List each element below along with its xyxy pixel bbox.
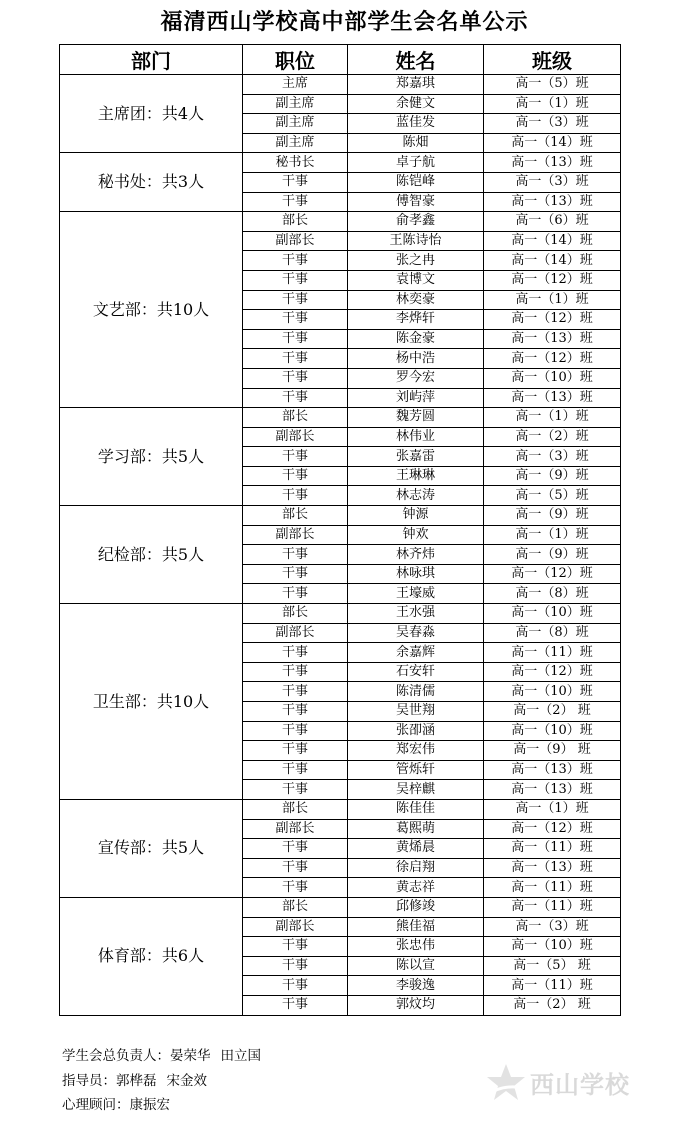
role-cell: 干事 xyxy=(243,270,348,290)
department-cell: 卫生部：共10人 xyxy=(60,604,243,800)
role-cell: 干事 xyxy=(243,780,348,800)
department-cell: 主席团：共4人 xyxy=(60,75,243,153)
class-cell: 高一（3）班 xyxy=(484,114,621,134)
advisor-name: 郭桦磊 xyxy=(116,1073,157,1089)
role-cell: 干事 xyxy=(243,721,348,741)
name-cell: 余健文 xyxy=(348,94,484,114)
department-cell: 秘书处：共3人 xyxy=(60,153,243,212)
name-cell: 陈以宣 xyxy=(348,956,484,976)
table-row xyxy=(60,212,621,232)
class-cell: 高一（5） 班 xyxy=(484,956,621,976)
role-cell: 干事 xyxy=(243,662,348,682)
name-cell: 杨中浩 xyxy=(348,349,484,369)
name-cell: 郑宏伟 xyxy=(348,741,484,761)
department-cell: 体育部：共6人 xyxy=(60,897,243,1015)
table-row xyxy=(60,799,621,819)
role-cell: 干事 xyxy=(243,584,348,604)
header-role: 职位 xyxy=(243,45,348,75)
class-cell: 高一（9）班 xyxy=(484,506,621,526)
counselor-label: 心理顾问： xyxy=(62,1097,130,1113)
class-cell: 高一（1）班 xyxy=(484,799,621,819)
class-cell: 高一（11）班 xyxy=(484,643,621,663)
role-cell: 干事 xyxy=(243,760,348,780)
class-cell: 高一（2）班 xyxy=(484,427,621,447)
class-cell: 高一（14）班 xyxy=(484,251,621,271)
class-cell: 高一（11）班 xyxy=(484,976,621,996)
page-title: 福清西山学校高中部学生会名单公示 xyxy=(160,10,529,35)
name-cell: 钟源 xyxy=(348,506,484,526)
footer-advisors xyxy=(62,1072,217,1090)
name-cell: 张忠伟 xyxy=(348,937,484,957)
name-cell: 王陈诗怡 xyxy=(348,231,484,251)
class-cell: 高一（12）班 xyxy=(484,270,621,290)
role-cell: 干事 xyxy=(243,447,348,467)
counselor-name: 康振宏 xyxy=(129,1097,170,1113)
role-cell: 干事 xyxy=(243,741,348,761)
leaders-label: 学生会总负责人： xyxy=(62,1048,170,1064)
class-cell: 高一（13）班 xyxy=(484,329,621,349)
name-cell: 郑嘉琪 xyxy=(348,75,484,95)
class-cell: 高一（13）班 xyxy=(484,192,621,212)
name-cell: 郭炆均 xyxy=(348,995,484,1015)
role-cell: 干事 xyxy=(243,388,348,408)
role-cell: 副主席 xyxy=(243,114,348,134)
name-cell: 张卲涵 xyxy=(348,721,484,741)
name-cell: 吴世翔 xyxy=(348,702,484,722)
class-cell: 高一（9） 班 xyxy=(484,741,621,761)
role-cell: 干事 xyxy=(243,251,348,271)
table-row xyxy=(60,408,621,428)
star-swoosh-icon xyxy=(484,1061,530,1105)
department-cell: 文艺部：共10人 xyxy=(60,212,243,408)
role-cell: 干事 xyxy=(243,995,348,1015)
class-cell: 高一（1）班 xyxy=(484,408,621,428)
name-cell: 王壕威 xyxy=(348,584,484,604)
class-cell: 高一（3）班 xyxy=(484,917,621,937)
name-cell: 俞孝鑫 xyxy=(348,212,484,232)
role-cell: 干事 xyxy=(243,290,348,310)
role-cell: 副部长 xyxy=(243,623,348,643)
role-cell: 干事 xyxy=(243,564,348,584)
class-cell: 高一（5）班 xyxy=(484,75,621,95)
role-cell: 秘书长 xyxy=(243,153,348,173)
class-cell: 高一（12）班 xyxy=(484,349,621,369)
role-cell: 干事 xyxy=(243,976,348,996)
class-cell: 高一（10）班 xyxy=(484,604,621,624)
name-cell: 林伟业 xyxy=(348,427,484,447)
name-cell: 林咏琪 xyxy=(348,564,484,584)
header-class: 班级 xyxy=(484,45,621,75)
role-cell: 干事 xyxy=(243,329,348,349)
table-row xyxy=(60,153,621,173)
class-cell: 高一（13）班 xyxy=(484,388,621,408)
name-cell: 陈铠峰 xyxy=(348,172,484,192)
role-cell: 主席 xyxy=(243,75,348,95)
class-cell: 高一（9）班 xyxy=(484,466,621,486)
leader-name: 田立国 xyxy=(220,1048,261,1064)
class-cell: 高一（1）班 xyxy=(484,94,621,114)
name-cell: 李骏逸 xyxy=(348,976,484,996)
role-cell: 干事 xyxy=(243,192,348,212)
class-cell: 高一（10）班 xyxy=(484,721,621,741)
class-cell: 高一（8）班 xyxy=(484,584,621,604)
name-cell: 陈佳佳 xyxy=(348,799,484,819)
role-cell: 干事 xyxy=(243,643,348,663)
role-cell: 部长 xyxy=(243,799,348,819)
role-cell: 副主席 xyxy=(243,94,348,114)
role-cell: 干事 xyxy=(243,545,348,565)
role-cell: 干事 xyxy=(243,172,348,192)
class-cell: 高一（13）班 xyxy=(484,153,621,173)
name-cell: 李烨轩 xyxy=(348,310,484,330)
role-cell: 干事 xyxy=(243,368,348,388)
name-cell: 熊佳福 xyxy=(348,917,484,937)
name-cell: 陈金豪 xyxy=(348,329,484,349)
name-cell: 刘屿萍 xyxy=(348,388,484,408)
class-cell: 高一（1）班 xyxy=(484,290,621,310)
watermark-text: 西山学校 xyxy=(530,1071,630,1099)
table-row xyxy=(60,506,621,526)
role-cell: 干事 xyxy=(243,839,348,859)
name-cell: 钟欢 xyxy=(348,525,484,545)
table-row xyxy=(60,75,621,95)
class-cell: 高一（3）班 xyxy=(484,447,621,467)
class-cell: 高一（1）班 xyxy=(484,525,621,545)
name-cell: 黄烯晨 xyxy=(348,839,484,859)
role-cell: 部长 xyxy=(243,897,348,917)
name-cell: 黄志祥 xyxy=(348,878,484,898)
name-cell: 管烁轩 xyxy=(348,760,484,780)
header-name: 姓名 xyxy=(348,45,484,75)
roster-body xyxy=(60,75,621,1016)
name-cell: 张之冉 xyxy=(348,251,484,271)
class-cell: 高一（10）班 xyxy=(484,368,621,388)
class-cell: 高一（11）班 xyxy=(484,878,621,898)
advisor-name: 宋金效 xyxy=(166,1073,207,1089)
name-cell: 蓝佳发 xyxy=(348,114,484,134)
class-cell: 高一（10）班 xyxy=(484,682,621,702)
role-cell: 干事 xyxy=(243,956,348,976)
role-cell: 副部长 xyxy=(243,917,348,937)
name-cell: 余嘉辉 xyxy=(348,643,484,663)
department-cell: 纪检部：共5人 xyxy=(60,506,243,604)
school-watermark xyxy=(484,1061,634,1107)
table-row xyxy=(60,604,621,624)
class-cell: 高一（12）班 xyxy=(484,662,621,682)
roster-table xyxy=(59,44,621,1016)
class-cell: 高一（14）班 xyxy=(484,231,621,251)
name-cell: 吴梓麒 xyxy=(348,780,484,800)
header-row xyxy=(60,45,621,75)
role-cell: 副部长 xyxy=(243,231,348,251)
class-cell: 高一（2） 班 xyxy=(484,702,621,722)
role-cell: 副部长 xyxy=(243,819,348,839)
name-cell: 张嘉雷 xyxy=(348,447,484,467)
name-cell: 石安轩 xyxy=(348,662,484,682)
role-cell: 干事 xyxy=(243,878,348,898)
name-cell: 王水强 xyxy=(348,604,484,624)
name-cell: 林齐炜 xyxy=(348,545,484,565)
header-department: 部门 xyxy=(60,45,243,75)
class-cell: 高一（12）班 xyxy=(484,310,621,330)
name-cell: 魏芳圆 xyxy=(348,408,484,428)
role-cell: 干事 xyxy=(243,310,348,330)
name-cell: 王琳琳 xyxy=(348,466,484,486)
footer-leaders xyxy=(62,1047,271,1065)
role-cell: 部长 xyxy=(243,408,348,428)
role-cell: 干事 xyxy=(243,486,348,506)
table-row xyxy=(60,897,621,917)
advisors-label: 指导员： xyxy=(62,1073,116,1089)
name-cell: 林奕豪 xyxy=(348,290,484,310)
role-cell: 部长 xyxy=(243,212,348,232)
name-cell: 葛熙萌 xyxy=(348,819,484,839)
class-cell: 高一（13）班 xyxy=(484,858,621,878)
name-cell: 邱修竣 xyxy=(348,897,484,917)
role-cell: 副部长 xyxy=(243,525,348,545)
footer-counselor xyxy=(62,1096,180,1114)
class-cell: 高一（5）班 xyxy=(484,486,621,506)
class-cell: 高一（8）班 xyxy=(484,623,621,643)
role-cell: 副部长 xyxy=(243,427,348,447)
class-cell: 高一（3）班 xyxy=(484,172,621,192)
class-cell: 高一（13）班 xyxy=(484,760,621,780)
role-cell: 部长 xyxy=(243,604,348,624)
class-cell: 高一（12）班 xyxy=(484,819,621,839)
role-cell: 干事 xyxy=(243,937,348,957)
role-cell: 干事 xyxy=(243,349,348,369)
class-cell: 高一（6）班 xyxy=(484,212,621,232)
class-cell: 高一（9）班 xyxy=(484,545,621,565)
name-cell: 徐启翔 xyxy=(348,858,484,878)
department-cell: 学习部：共5人 xyxy=(60,408,243,506)
role-cell: 部长 xyxy=(243,506,348,526)
class-cell: 高一（10）班 xyxy=(484,937,621,957)
name-cell: 吴春淼 xyxy=(348,623,484,643)
class-cell: 高一（13）班 xyxy=(484,780,621,800)
name-cell: 林志涛 xyxy=(348,486,484,506)
role-cell: 干事 xyxy=(243,682,348,702)
name-cell: 陈清儒 xyxy=(348,682,484,702)
name-cell: 傅智豪 xyxy=(348,192,484,212)
class-cell: 高一（11）班 xyxy=(484,897,621,917)
class-cell: 高一（14）班 xyxy=(484,133,621,153)
role-cell: 干事 xyxy=(243,702,348,722)
class-cell: 高一（2） 班 xyxy=(484,995,621,1015)
name-cell: 卓子航 xyxy=(348,153,484,173)
class-cell: 高一（11）班 xyxy=(484,839,621,859)
name-cell: 袁博文 xyxy=(348,270,484,290)
class-cell: 高一（12）班 xyxy=(484,564,621,584)
department-cell: 宣传部：共5人 xyxy=(60,799,243,897)
name-cell: 罗今宏 xyxy=(348,368,484,388)
role-cell: 干事 xyxy=(243,466,348,486)
role-cell: 干事 xyxy=(243,858,348,878)
name-cell: 陈畑 xyxy=(348,133,484,153)
leader-name: 晏荣华 xyxy=(170,1048,211,1064)
role-cell: 副主席 xyxy=(243,133,348,153)
